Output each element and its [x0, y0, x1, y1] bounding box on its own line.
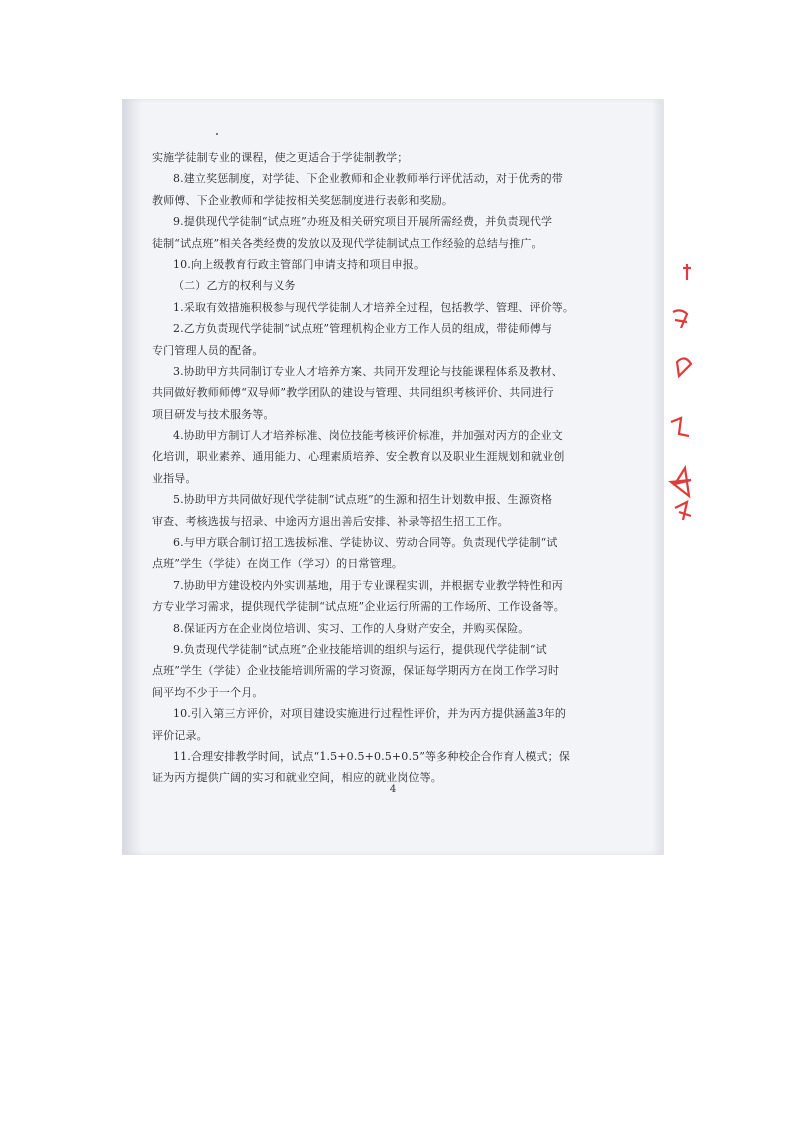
scanned-page [122, 99, 664, 855]
document-body [152, 147, 624, 789]
page-number: 4 [389, 784, 397, 795]
text-line: 5.协助甲方共同做好现代学徒制“试点班”的生源和招生计划数申报、生源资格 [173, 493, 553, 507]
text-line: 1.采取有效措施积极参与现代学徒制人才培养全过程，包括教学、管理、评价等。 [173, 300, 575, 314]
text-line: 4.协助甲方制订人才培养标准、岗位技能考核评价标准，并加强对丙方的企业文 [173, 429, 563, 443]
scan-shadow-left [122, 99, 142, 855]
text-line: 9.提供现代学徒制“试点班”办班及相关研究项目开展所需经费，并负责现代学 [173, 215, 553, 229]
text-line: 审查、考核选拔与招录、中途丙方退出善后安排、补录等招生招工工作。 [152, 514, 509, 528]
text-line: 8.建立奖惩制度，对学徒、下企业教师和企业教师举行评优活动，对于优秀的带 [173, 172, 563, 186]
text-line: 项目研发与技术服务等。 [152, 407, 275, 421]
text-line: 方专业学习需求，提供现代学徒制“试点班”企业运行所需的工作场所、工作设备等。 [152, 600, 565, 614]
text-line: 专门管理人员的配备。 [152, 343, 264, 357]
red-seal-fragment [665, 250, 693, 570]
text-line: 7.协助甲方建设校内外实训基地，用于专业课程实训，并根据专业教学特性和丙 [173, 578, 563, 592]
text-line: 评价记录。 [152, 728, 208, 742]
text-line: 3.协助甲方共同制订专业人才培养方案、共同开发理论与技能课程体系及教材、 [173, 364, 563, 378]
text-line: 9.负责现代学徒制“试点班”企业技能培训的组织与运行，提供现代学徒制“试 [173, 642, 547, 656]
text-line: （二）乙方的权利与义务 [173, 279, 296, 293]
text-line: 共同做好教师师傅“双导师”教学团队的建设与管理、共同组织考核评价、共同进行 [152, 386, 554, 400]
text-line: 徒制“试点班”相关各类经费的发放以及现代学徒制试点工作经验的总结与推广。 [152, 236, 543, 250]
text-line: 点班”学生（学徒）企业技能培训所需的学习资源，保证每学期丙方在岗工作学习时 [152, 664, 560, 678]
text-line: 2.乙方负责现代学徒制“试点班”管理机构企业方工作人员的组成，带徒师傅与 [173, 322, 553, 336]
text-line: 间平均不少于一个月。 [152, 685, 264, 699]
text-line: 6.与甲方联合制订招工选拔标准、学徒协议、劳动合同等。负责现代学徒制“试 [173, 536, 558, 550]
text-line: 10.向上级教育行政主管部门申请支持和项目申报。 [173, 257, 426, 271]
text-line: 化培训，职业素养、通用能力、心理素质培养、安全教育以及职业生涯规划和就业创 [152, 450, 565, 464]
text-line: 8.保证丙方在企业岗位培训、实习、工作的人身财产安全，并购买保险。 [173, 621, 530, 635]
text-line: 11.合理安排教学时间，试点“1.5+0.5+0.5+0.5”等多种校企合作育人模式；保 [173, 749, 570, 763]
text-line: 证为丙方提供广阔的实习和就业空间，相应的就业岗位等。 [152, 771, 442, 785]
text-line: 教师傅、下企业教师和学徒按相关奖惩制度进行表彰和奖励。 [152, 193, 454, 207]
scan-shadow-right [652, 99, 664, 855]
text-line: 实施学徒制专业的课程，使之更适合于学徒制教学； [152, 151, 409, 164]
text-line: 10.引入第三方评价，对项目建设实施进行过程性评价，并为丙方提供涵盖3年的 [173, 707, 567, 721]
scan-speck [216, 133, 218, 135]
text-line: 点班”学生（学徒）在岗工作（学习）的日常管理。 [152, 557, 404, 571]
text-line: 业指导。 [152, 471, 197, 485]
